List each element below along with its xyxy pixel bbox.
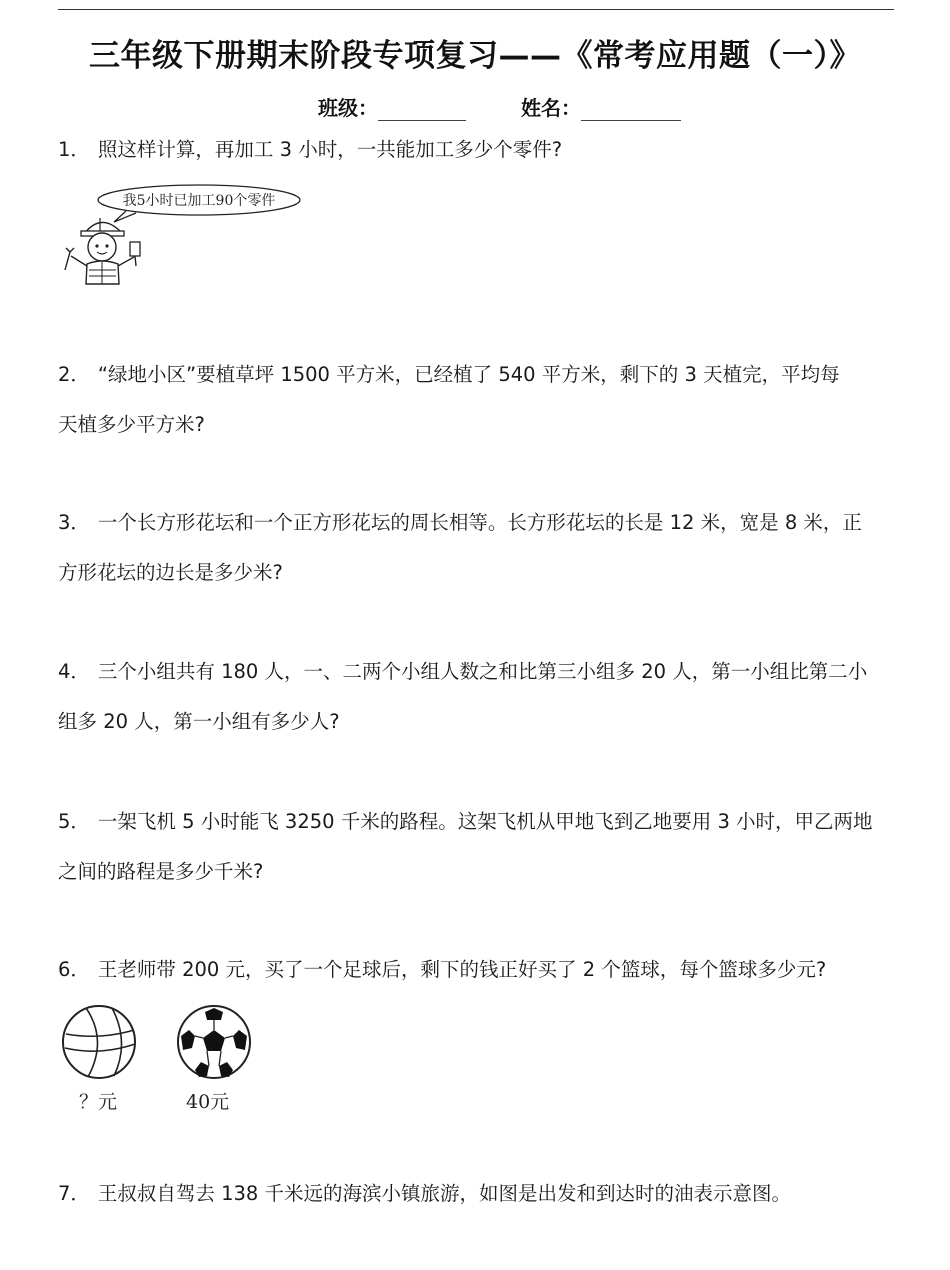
question-number: 2． [58, 363, 90, 386]
class-label: 班级： [318, 96, 378, 120]
question-line [58, 350, 898, 400]
name-field [521, 92, 681, 121]
question-1 [58, 125, 898, 175]
question-text: 照这样计算，再加工 3 小时，一共能加工多少个零件? [97, 138, 563, 161]
question-line [58, 1169, 898, 1219]
name-label: 姓名： [521, 96, 581, 120]
basketball-price: ？元 [79, 1091, 118, 1113]
basketball-icon [60, 1004, 140, 1084]
football-price: 40元 [186, 1091, 230, 1113]
question-text: 一个长方形花坛和一个正方形花坛的周长相等。长方形花坛的长是 12 米，宽是 8 米，正 [97, 511, 862, 534]
question-line [58, 498, 898, 548]
student-info-row [0, 92, 950, 122]
question-7 [58, 1169, 898, 1219]
question-number: 3． [58, 511, 90, 534]
question-line [58, 125, 898, 175]
worksheet-title: 三年级下册期末阶段专项复习——《常考应用题（一）》 [89, 38, 861, 74]
question-6 [58, 945, 898, 995]
question-text: 王叔叔自驾去 138 千米远的海滨小镇旅游，如图是出发和到达时的油表示意图。 [97, 1182, 792, 1205]
question-text: “绿地小区”要植草坪 1500 平方米，已经植了 540 平方米，剩下的 3 天植完，平均每 [97, 363, 840, 386]
question-text: 天植多少平方米? [58, 413, 205, 436]
question-number: 7． [58, 1182, 90, 1205]
football-icon [175, 1004, 255, 1084]
question-line [58, 697, 898, 747]
question-line [58, 548, 898, 598]
question-number: 4． [58, 660, 90, 683]
question-line [58, 797, 898, 847]
question-line [58, 647, 898, 697]
question-line [58, 945, 898, 995]
question-3 [58, 498, 898, 598]
question-line [58, 400, 898, 450]
worker-figure [56, 182, 306, 292]
top-rule [58, 9, 894, 10]
class-blank[interactable] [378, 98, 466, 121]
question-text: 王老师带 200 元，买了一个足球后，剩下的钱正好买了 2 个篮球，每个篮球多少元? [97, 958, 827, 981]
question-2 [58, 350, 898, 450]
question-text: 组多 20 人，第一小组有多少人? [58, 710, 340, 733]
speech-bubble-text: 我5小时已加工90个零件 [122, 193, 276, 209]
question-number: 6． [58, 958, 90, 981]
question-number: 1． [58, 138, 90, 161]
basketball-figure [60, 1004, 140, 1084]
name-blank[interactable] [581, 98, 681, 121]
class-field [318, 92, 466, 121]
question-5 [58, 797, 898, 897]
football-figure [175, 1004, 255, 1084]
question-4 [58, 647, 898, 747]
question-text: 方形花坛的边长是多少米? [58, 561, 283, 584]
question-text: 之间的路程是多少千米? [58, 860, 264, 883]
question-text: 一架飞机 5 小时能飞 3250 千米的路程。这架飞机从甲地飞到乙地要用 3 小时，甲乙两地 [97, 810, 873, 833]
question-line [58, 847, 898, 897]
worker-illustration [56, 182, 306, 292]
question-number: 5． [58, 810, 90, 833]
question-text: 三个小组共有 180 人，一、二两个小组人数之和比第三小组多 20 人，第一小组比第二小 [97, 660, 868, 683]
